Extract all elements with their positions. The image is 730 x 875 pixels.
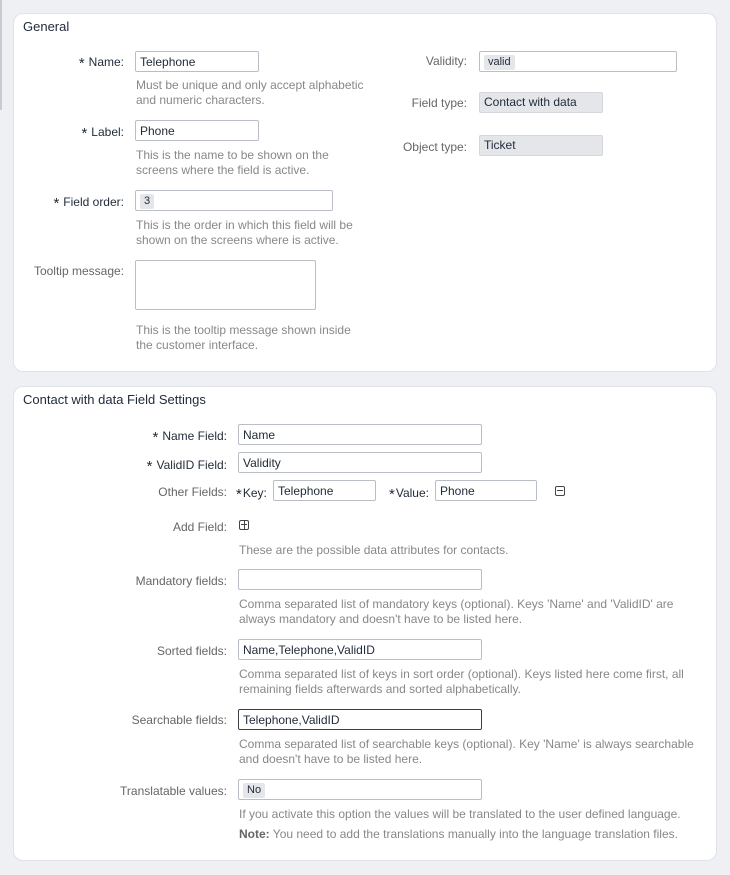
searchable-fields-label: Searchable fields:: [131, 713, 227, 727]
key-label: *Key:: [236, 486, 267, 503]
name-label: * Name:: [78, 55, 124, 72]
field-type-label: Field type:: [411, 96, 467, 110]
validid-field-label: * ValidID Field:: [146, 458, 227, 475]
sorted-fields-label: Sorted fields:: [156, 644, 227, 658]
general-panel: [13, 13, 717, 372]
name-field-input[interactable]: [238, 424, 482, 445]
translatable-values-select[interactable]: [238, 779, 482, 800]
required-icon: *: [78, 55, 85, 72]
general-panel-title: General: [23, 19, 70, 34]
validity-label: Validity:: [425, 54, 467, 68]
required-icon: *: [236, 486, 242, 503]
tooltip-help: This is the tooltip message shown inside the customer interface.: [136, 323, 351, 352]
sorted-fields-input[interactable]: [238, 639, 482, 660]
mandatory-fields-input[interactable]: [238, 569, 482, 590]
label-input[interactable]: [135, 120, 259, 141]
key-input[interactable]: [273, 480, 376, 501]
other-fields-label: Other Fields:: [158, 485, 227, 499]
mandatory-fields-help: Comma separated list of mandatory keys (optional). Keys 'Name' and 'ValidID' are always mandatory and doesn't have to be listed here.: [239, 597, 674, 626]
translatable-value: No: [243, 783, 265, 798]
object-type-value: Ticket: [479, 135, 603, 156]
sorted-fields-help: Comma separated list of keys in sort order (optional). Keys listed here come first, all remaining fields afterwards and sorted alphabetically.: [239, 667, 684, 696]
settings-panel-title: Contact with data Field Settings: [23, 392, 206, 407]
tooltip-textarea[interactable]: [135, 260, 316, 310]
left-edge-divider: [0, 0, 2, 110]
value-label: *Value:: [389, 486, 429, 503]
tooltip-label: Tooltip message:: [33, 264, 124, 278]
label-help: This is the name to be shown on the screens where the field is active.: [136, 148, 329, 177]
value-input[interactable]: [435, 480, 537, 501]
label-label: * Label:: [81, 125, 124, 142]
required-icon: *: [146, 458, 153, 475]
name-help: Must be unique and only accept alphabetic and numeric characters.: [136, 78, 364, 107]
searchable-fields-help: Comma separated list of searchable keys (optional). Key 'Name' is always searchable and doesn't have to be listed here.: [239, 737, 694, 766]
name-field-label: * Name Field:: [152, 429, 227, 446]
validity-value: valid: [484, 55, 515, 70]
remove-field-icon[interactable]: [555, 486, 565, 496]
validid-field-input[interactable]: [238, 452, 482, 473]
translatable-note: Note: You need to add the translations manually into the language translation files.: [239, 827, 678, 841]
required-icon: *: [53, 195, 60, 212]
translatable-help: If you activate this option the values will be translated to the user defined language.: [239, 807, 681, 821]
add-field-help: These are the possible data attributes for contacts.: [239, 543, 509, 557]
required-icon: *: [81, 125, 88, 142]
field-order-value: 3: [140, 194, 154, 209]
add-field-icon[interactable]: [239, 520, 249, 530]
mandatory-fields-label: Mandatory fields:: [135, 574, 227, 588]
name-input[interactable]: [135, 51, 259, 72]
field-order-select[interactable]: [135, 190, 333, 211]
add-field-label: Add Field:: [172, 520, 227, 534]
translatable-values-label: Translatable values:: [120, 784, 227, 798]
field-order-label: * Field order:: [53, 195, 124, 212]
settings-panel: [13, 386, 717, 861]
required-icon: *: [152, 429, 159, 446]
field-order-help: This is the order in which this field will be shown on the screens where is active.: [136, 218, 353, 247]
field-type-value: Contact with data: [479, 92, 603, 113]
object-type-label: Object type:: [402, 140, 467, 154]
required-icon: *: [389, 486, 395, 503]
validity-select[interactable]: [479, 51, 677, 72]
searchable-fields-input[interactable]: [238, 709, 482, 730]
